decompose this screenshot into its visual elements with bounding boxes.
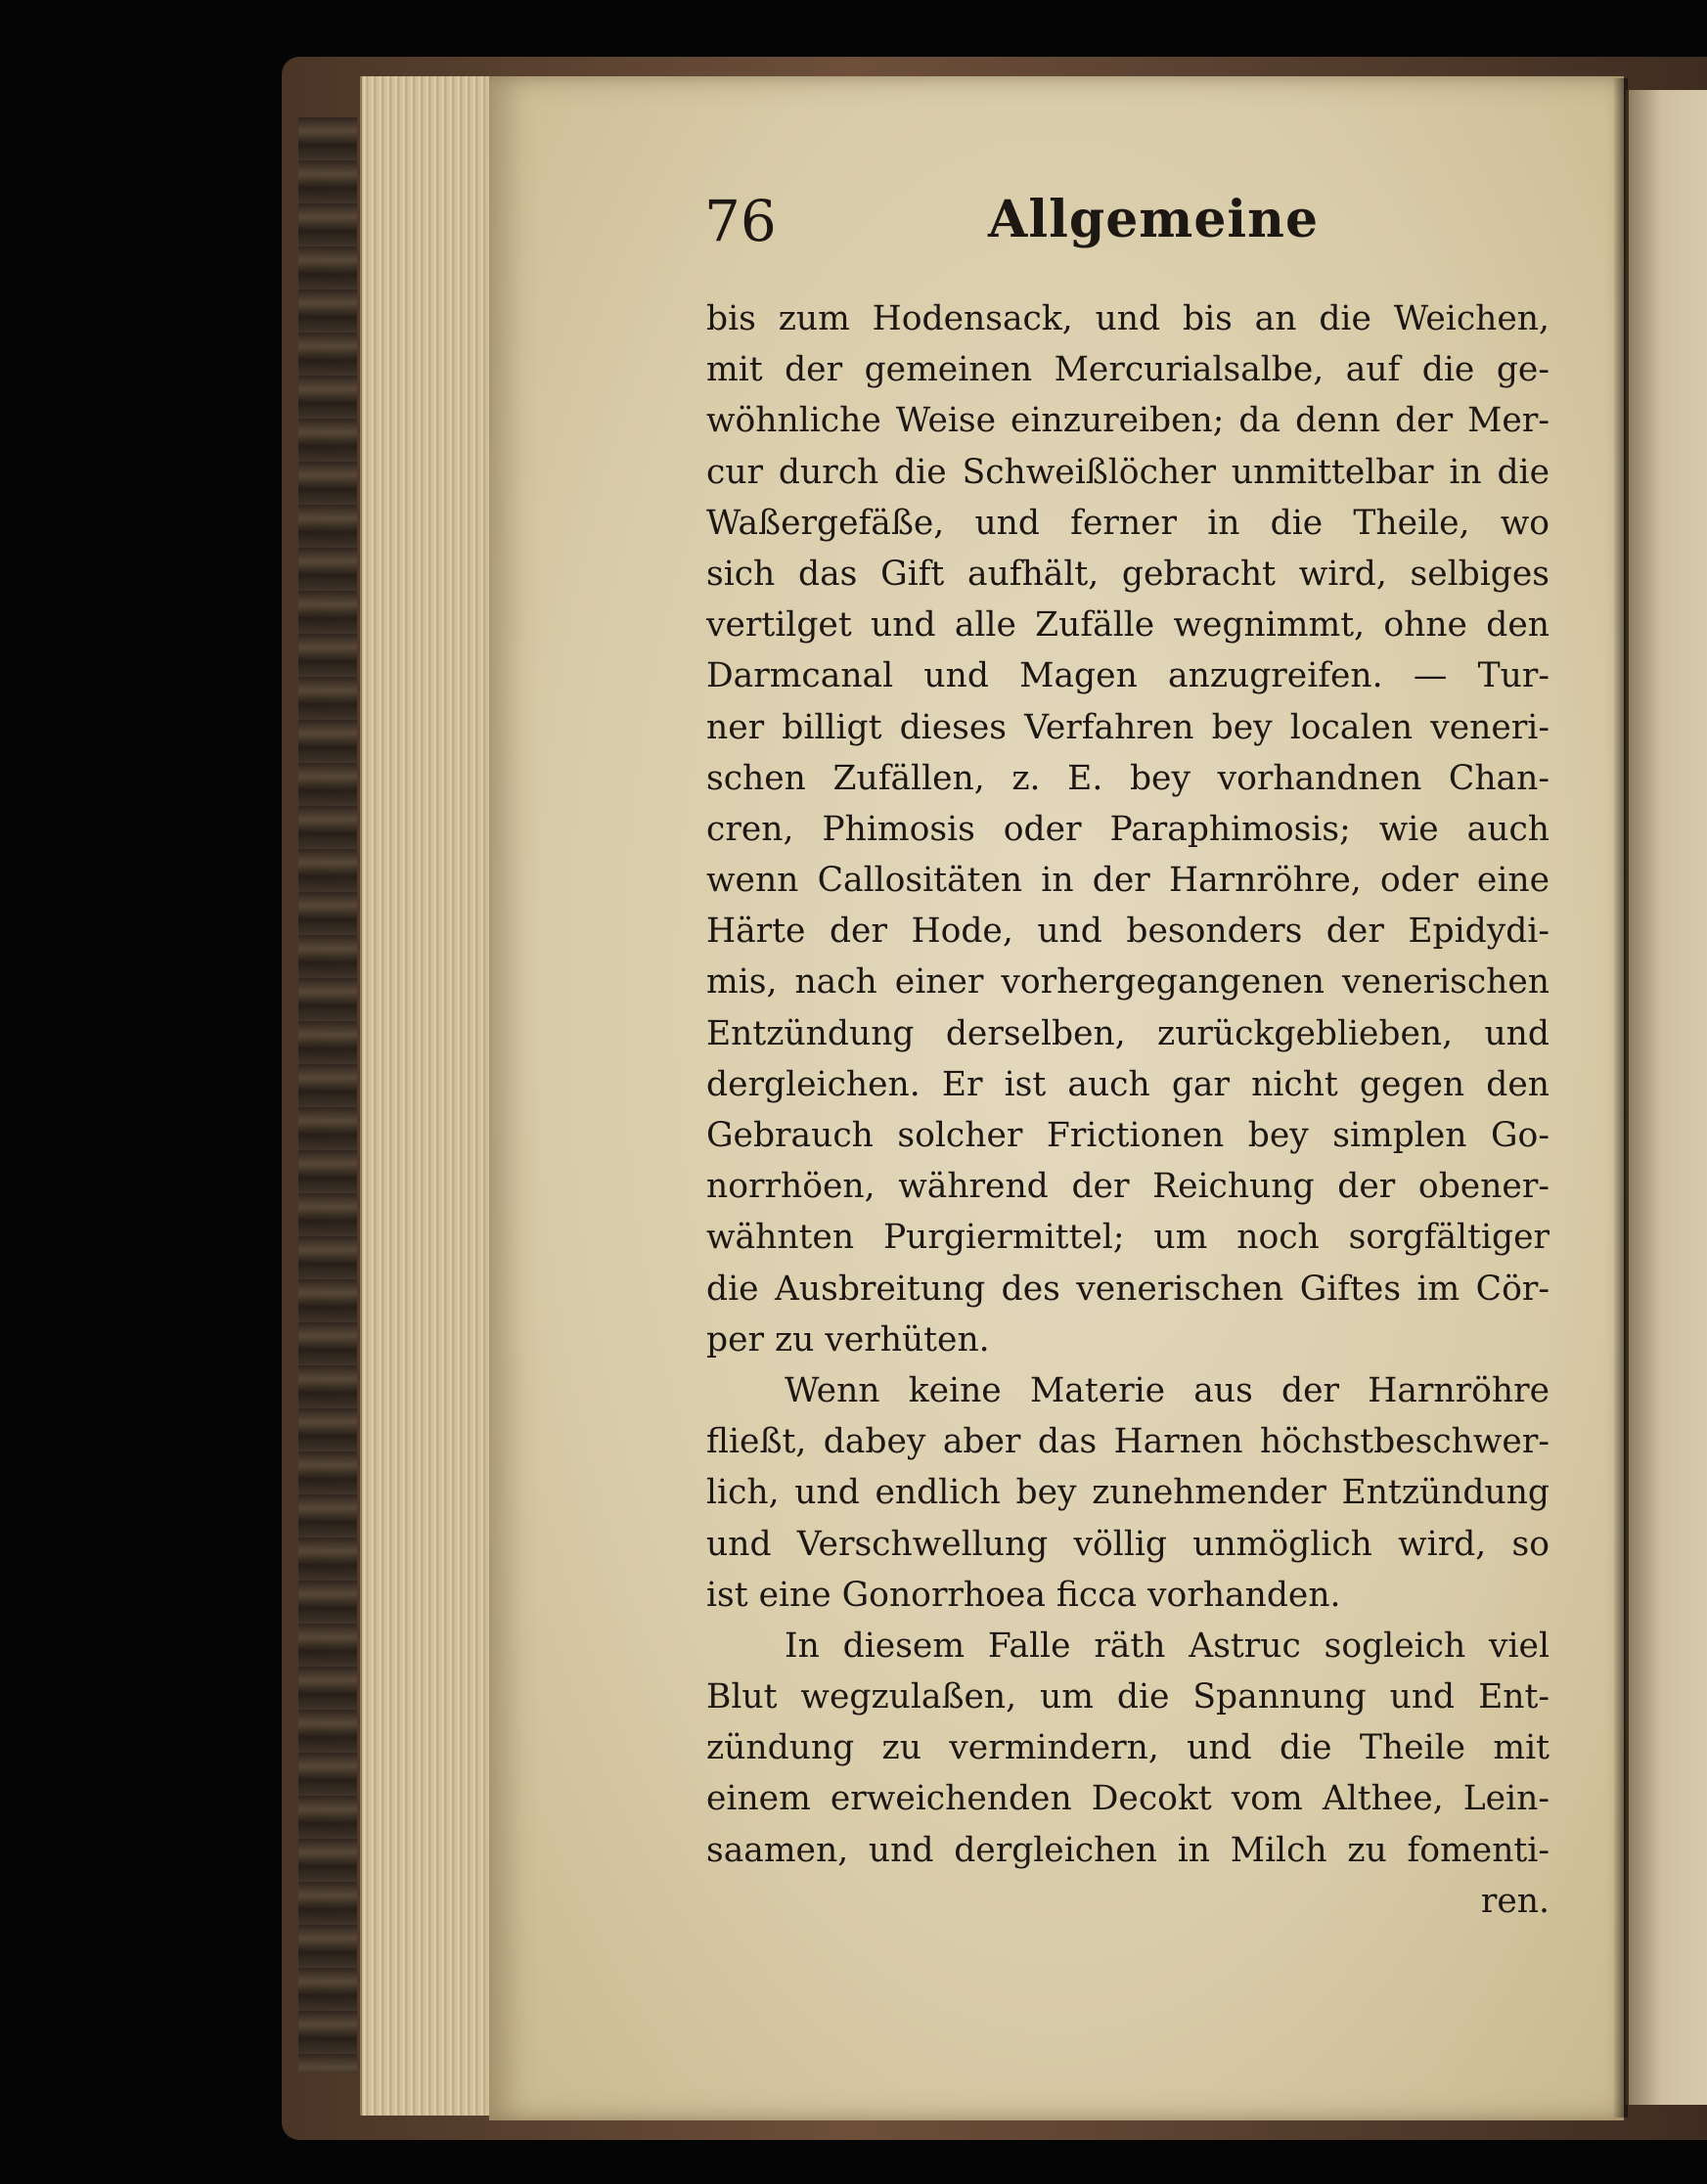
text-line: mit der gemeinen Mercurialsalbe, auf die ge-: [706, 350, 1550, 390]
text-line: norrhöen, während der Reichung der obener-: [706, 1167, 1550, 1207]
text-line: Blut wegzulaßen, um die Spannung und Ent-: [706, 1677, 1550, 1717]
text-line: Gebrauch solcher Frictionen bey simplen Go-: [706, 1116, 1550, 1155]
text-line: und Verschwellung völlig unmöglich wird, so: [706, 1524, 1550, 1564]
paragraph-start-line: In diesem Falle räth Astruc sogleich viel: [785, 1626, 1550, 1666]
text-line: Darmcanal und Magen anzugreifen. — Tur-: [706, 656, 1550, 696]
text-line: vertilget und alle Zufälle wegnimmt, ohne den: [706, 605, 1550, 646]
text-line: lich, und endlich bey zunehmender Entzündung: [706, 1473, 1550, 1513]
text-line: bis zum Hodensack, und bis an die Weichen,: [706, 299, 1550, 338]
page-edges: [360, 76, 494, 2116]
text-line: Waßergefäße, und ferner in die Theile, wo: [706, 503, 1550, 543]
text-line: fließt, dabey aber das Harnen höchstbeschwer-: [706, 1422, 1550, 1462]
text-line: sich das Gift aufhält, gebracht wird, selbiges: [706, 554, 1550, 594]
book-spine: [298, 117, 357, 2073]
text-line: wenn Callositäten in der Harnröhre, oder eine: [706, 861, 1550, 901]
page-number: 76: [704, 188, 777, 254]
text-line: wähnten Purgiermittel; um noch sorgfältiger: [706, 1218, 1550, 1258]
text-line: zündung zu vermindern, und die Theile mit: [706, 1728, 1550, 1768]
text-line: dergleichen. Er ist auch gar nicht gegen den: [706, 1064, 1550, 1104]
text-line: einem erweichenden Decokt vom Althee, Lein-: [706, 1779, 1550, 1819]
text-line: schen Zufällen, z. E. bey vorhandnen Chan-: [706, 758, 1550, 798]
text-line: Härte der Hode, und besonders der Epidydi-: [706, 912, 1550, 952]
running-title: Allgemeine: [988, 190, 1320, 249]
text-line: Entzündung derselben, zurückgeblieben, und: [706, 1013, 1550, 1053]
text-line: wöhnliche Weise einzureiben; da denn der Mer-: [706, 401, 1550, 441]
text-line: ner billigt dieses Verfahren bey localen veneri-: [706, 707, 1550, 747]
page-header: [704, 188, 1585, 266]
facing-page-edge: [1626, 90, 1707, 2105]
text-line: cren, Phimosis oder Paraphimosis; wie auch: [706, 809, 1550, 849]
text-line: per zu verhüten.: [706, 1319, 990, 1359]
paragraph-start-line: Wenn keine Materie aus der Harnröhre: [785, 1370, 1550, 1410]
text-line: cur durch die Schweißlöcher unmittelbar in die: [706, 452, 1550, 492]
text-line: mis, nach einer vorhergegangenen venerischen: [706, 962, 1550, 1003]
text-line: saamen, und dergleichen in Milch zu fomenti-: [706, 1830, 1550, 1870]
body-text: [706, 293, 1550, 1927]
text-line: ist eine Gonorrhoea ficca vorhanden.: [706, 1575, 1341, 1615]
catchword: ren.: [1480, 1881, 1550, 1921]
text-line: die Ausbreitung des venerischen Giftes im Cör-: [706, 1269, 1550, 1309]
